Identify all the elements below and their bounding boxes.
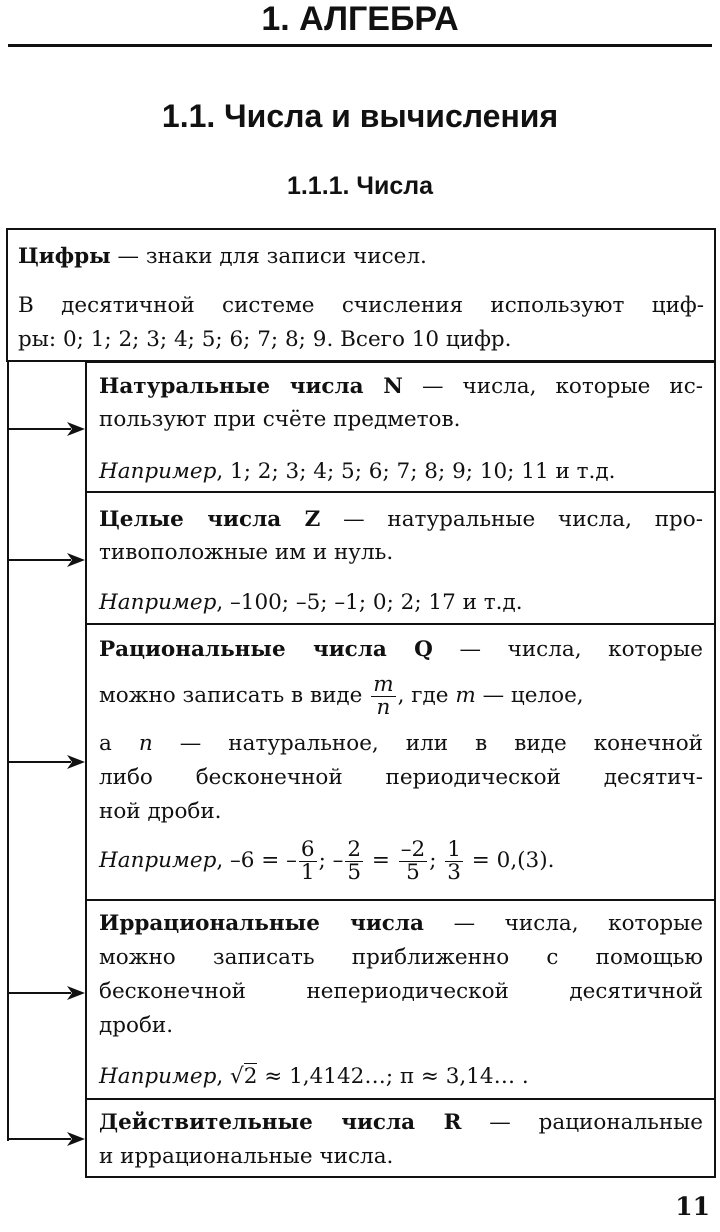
irrational-example-a: , (216, 1064, 231, 1089)
fraction-minus2-5 (399, 839, 427, 883)
irrational-line-2: можно записать приближенно с помощью (99, 945, 703, 970)
natural-line-1 (99, 370, 703, 404)
rational-line-3 (99, 727, 703, 761)
integer-example-word: Например (99, 590, 217, 615)
rational-example-word: Например (99, 848, 217, 873)
fraction-numerator: m (373, 672, 394, 697)
rational-line-5: ной дроби. (99, 799, 222, 824)
natural-def: — числа, которые ис- (402, 374, 703, 399)
rational-line-4: либо бесконечной периодической десятич- (99, 765, 703, 790)
digits-line-2: В десятичной системе счисления используют циф- (18, 293, 704, 318)
chapter-title: 1. АЛГЕБРА (261, 0, 459, 38)
fraction-1-3 (445, 839, 463, 883)
digits-line-3: ры: 0; 1; 2; 3; 4; 5; 6; 7; 8; 9. Всего 10 цифр. (18, 327, 512, 352)
irrational-example (99, 1060, 529, 1094)
fraction-numerator: 2 (347, 837, 362, 862)
rational-ex-d: ; (429, 848, 444, 873)
fraction-denominator: 1 (300, 859, 315, 885)
connector-line (7, 361, 9, 1141)
rational-line3-b: — натуральное, или в виде конечной (152, 731, 703, 756)
integer-line-1 (99, 503, 703, 537)
irrational-line-1 (99, 907, 703, 941)
natural-line-2: пользуют при счёте предметов. (99, 407, 461, 432)
rational-line-2 (99, 670, 584, 722)
integer-line-2: тивоположные им и нуль. (99, 540, 394, 565)
natural-term: Натуральные числа N (99, 374, 403, 399)
rational-line3-a: а (99, 731, 139, 756)
rational-ex-c: = (365, 848, 397, 873)
real-line-1 (99, 1106, 703, 1140)
arrow-rational-icon (7, 754, 85, 770)
integer-example (99, 586, 523, 620)
var-m: m (455, 683, 476, 708)
arrow-real-icon (7, 1131, 85, 1147)
section-title: 1.1. Числа и вычисления (161, 98, 559, 134)
rational-ex-a: , –6 = – (216, 848, 297, 873)
irrational-term: Иррациональные числа (99, 911, 424, 936)
subsection-title: 1.1.1. Числа (286, 172, 434, 200)
chapter-rule (8, 44, 712, 47)
irrational-line-4: дроби. (99, 1013, 174, 1038)
integer-term: Целые числа Z (99, 507, 321, 532)
rational-line2-where: , где (397, 683, 456, 708)
sqrt-argument: 2 (243, 1064, 258, 1089)
natural-example-values: , 1; 2; 3; 4; 5; 6; 7; 8; 9; 10; 11 и т.д. (216, 459, 616, 484)
irrational-example-b: ≈ 1,4142…; π ≈ 3,14… . (257, 1064, 529, 1089)
irrational-example-word: Например (99, 1064, 217, 1089)
real-line-2: и иррациональные числа. (99, 1144, 394, 1169)
arrow-integer-icon (7, 552, 85, 568)
page-number: 11 (675, 1192, 710, 1221)
fraction-numerator: 1 (447, 837, 461, 862)
rational-example (99, 834, 554, 888)
sqrt-icon: √ (230, 1064, 244, 1089)
rational-ex-e: = 0,(3). (464, 848, 555, 873)
rational-line-1 (99, 633, 703, 667)
rational-ex-b: ; – (318, 848, 344, 873)
integer-example-values: , –100; –5; –1; 0; 2; 17 и т.д. (216, 590, 523, 615)
rational-line2-end: — целое, (475, 683, 584, 708)
fraction-6-1 (299, 839, 317, 883)
rational-term: Рациональные числа Q (99, 637, 433, 662)
rational-def: — числа, которые (432, 637, 703, 662)
natural-example-word: Например (99, 459, 217, 484)
fraction-denominator: 3 (447, 859, 461, 885)
real-def: — рациональные (461, 1110, 703, 1135)
irrational-line-3: бесконечной непериодической десятичной (99, 979, 703, 1004)
irrational-def: — числа, которые (423, 911, 703, 936)
digits-line-1 (18, 240, 427, 274)
fraction-denominator: 5 (399, 861, 427, 884)
rational-line2-text: можно записать в виде (99, 683, 370, 708)
digits-term: Цифры (18, 244, 111, 269)
var-n: n (138, 731, 153, 756)
arrow-natural-icon (7, 421, 85, 437)
integer-def: — натуральные числа, про- (320, 507, 704, 532)
fraction-m-over-n (371, 674, 395, 718)
real-term: Действительные числа R (99, 1110, 462, 1135)
natural-example (99, 455, 615, 489)
arrow-irrational-icon (7, 985, 85, 1001)
digits-def: — знаки для записи чисел. (110, 244, 427, 269)
fraction-denominator: 5 (347, 859, 362, 885)
fraction-numerator: 6 (300, 837, 315, 862)
fraction-denominator: n (371, 696, 395, 719)
fraction-2-5 (345, 839, 363, 883)
fraction-numerator: –2 (400, 837, 426, 862)
